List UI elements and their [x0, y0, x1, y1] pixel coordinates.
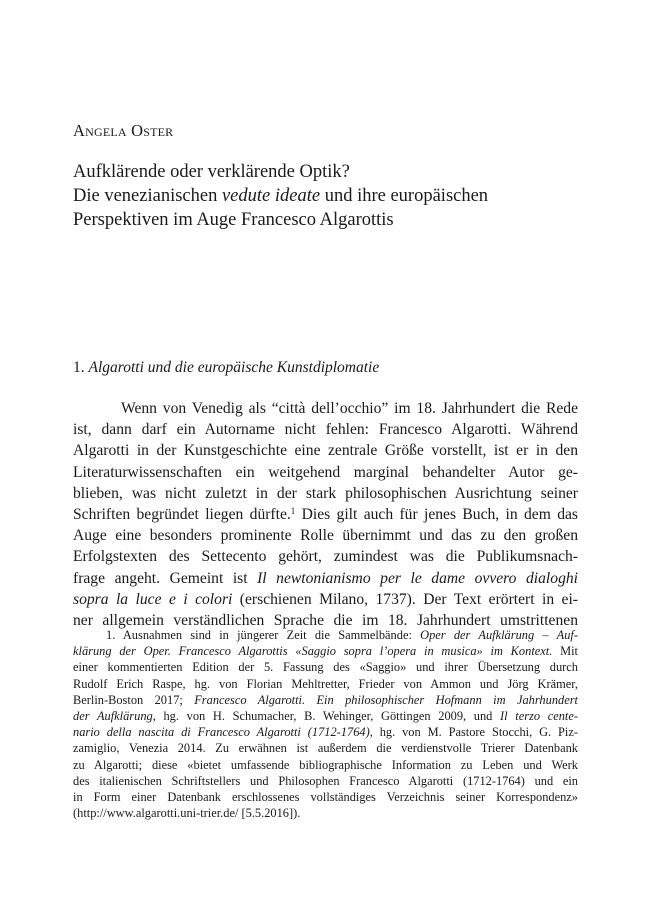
body-line: Algarotti in der Kunstgeschichte eine zentrale Größe vorstellt, ist er in den	[73, 442, 578, 460]
footnote-line: zamiglio, Venezia 2014. Zu erwähnen ist außerdem die verdienstvolle Trierer Datenbank	[73, 741, 578, 756]
body-line: Wenn von Venedig als “città dell’occhio” im 18. Jahrhundert die Rede	[121, 400, 578, 417]
title-line-3: Perspektiven im Auge Francesco Algarottis	[73, 210, 394, 230]
section-number: 1.	[73, 359, 89, 376]
footnote-line: nario della nascita di Francesco Algarotti (1712-1764), hg. von M. Pastore Stocchi, G. Piz-	[73, 725, 578, 740]
body-line: ist, dann darf ein Autorname nicht fehlen: Francesco Algarotti. Während	[73, 421, 578, 439]
body-line: Literaturwissenschaften ein weitgehend marginal behandelter Autor ge-	[73, 463, 578, 481]
footnote-marker[interactable]: 1	[290, 505, 296, 516]
footnote-line: der Aufklärung, hg. von H. Schumacher, B. Wehinger, Göttingen 2009, und Il terzo cente-	[73, 708, 578, 723]
footnote	[73, 627, 578, 821]
footnote-line: zu Algarotti; diese «bietet umfassende bibliographische Information zu Leben und Werk	[73, 757, 578, 772]
footnote-line: Berlin-Boston 2017; Francesco Algarotti. Ein philosophischer Hofmann im Jahrhundert	[73, 692, 578, 707]
author-name: Angela Oster	[73, 121, 174, 140]
body-line: sopra la luce e i colori (erschienen Milano, 1737). Der Text erörtert in ei-	[73, 590, 579, 608]
section-heading	[73, 359, 379, 377]
section-title: Algarotti und die europäische Kunstdiplomatie	[88, 359, 380, 376]
body-line: ner allgemein verständlichen Sprache die im 18. Jahrhundert umstrittenen	[73, 611, 578, 629]
body-paragraph	[73, 398, 578, 631]
body-line: frage angeht. Gemeint ist Il newtonianismo per le dame ovvero dialoghi	[73, 569, 578, 587]
title-line-2: Die venezianischen vedute ideate und ihre europäischen	[73, 186, 489, 206]
footnote-line: 1. Ausnahmen sind in jüngerer Zeit die Sammelbände: Oper der Aufklärung – Auf-	[106, 628, 578, 642]
footnote-line: in Form einer Datenbank erschlossenes vollständiges Verzeichnis seiner Korrespondenz»	[73, 789, 578, 804]
footnote-line: des italienischen Schriftstellers und Philosophen Francesco Algarotti (1712-1764) und ein	[73, 773, 578, 788]
footnote-line: einer kommentierten Edition der 5. Fassung des «Saggio» und ihrer Übersetzung durch	[73, 660, 578, 675]
body-line: Auge eine besonders prominente Rolle übernimmt und das zu den großen	[73, 527, 578, 545]
article-title	[73, 160, 573, 232]
footnote-line: klärung der Oper. Francesco Algarottis «Saggio sopra l’opera in musica» im Kontext. Mit	[73, 644, 578, 659]
body-line: Schriften begründet liegen dürfte.$^1$ Dies gilt auch für jenes Buch, in dem das	[73, 505, 578, 523]
footnote-line[interactable]: (http://www.algarotti.uni-trier.de/ [5.5.2016]).	[73, 806, 301, 821]
footnote-line: Rudolf Erich Raspe, hg. von Florian Mehltretter, Frieder von Ammon und Jörg Krämer,	[73, 676, 578, 691]
body-line: Erfolgstexten des Settecento gehört, zumindest was die Publikumsnach-	[73, 548, 578, 566]
title-line-1: Aufklärende oder verklärende Optik?	[73, 162, 350, 182]
body-line: blieben, was nicht zuletzt in der stark philosophischen Ausrichtung seiner	[73, 484, 578, 502]
